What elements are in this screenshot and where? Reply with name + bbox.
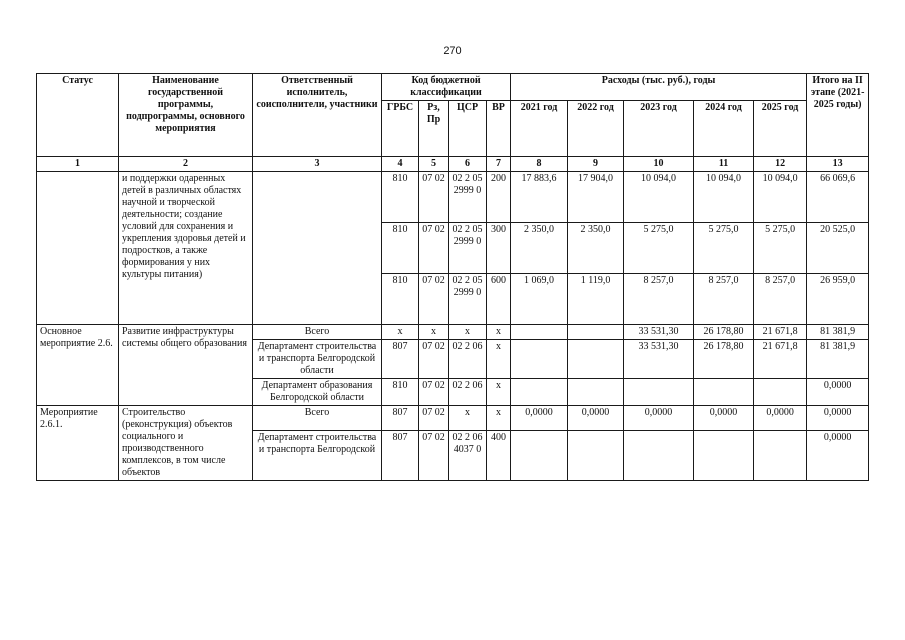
executor-cell: Департамент строительства и транспорта Белгородской bbox=[253, 431, 382, 481]
grbs-cell: x bbox=[382, 325, 419, 340]
year-2023-cell bbox=[624, 379, 694, 406]
year-2021-cell bbox=[511, 379, 568, 406]
year-2025-cell: 10 094,0 bbox=[754, 172, 807, 223]
year-2023-cell: 10 094,0 bbox=[624, 172, 694, 223]
year-2021-cell bbox=[511, 340, 568, 379]
header-row bbox=[37, 74, 869, 101]
year-2021-cell bbox=[511, 431, 568, 481]
grbs-cell: 807 bbox=[382, 431, 419, 481]
year-2022-cell bbox=[568, 340, 624, 379]
rz-pr-cell: 07 02 bbox=[419, 379, 449, 406]
grbs-cell: 810 bbox=[382, 172, 419, 223]
col-number: 8 bbox=[511, 157, 568, 172]
year-2025-cell: 8 257,0 bbox=[754, 274, 807, 325]
budget-table bbox=[36, 73, 869, 481]
year-2021-cell: 2 350,0 bbox=[511, 223, 568, 274]
year-2022-cell bbox=[568, 431, 624, 481]
executor-cell: Департамент строительства и транспорта Белгородской области bbox=[253, 340, 382, 379]
year-2025-cell: 0,0000 bbox=[754, 406, 807, 431]
csr-cell: 02 2 05 2999 0 bbox=[449, 172, 487, 223]
col-number: 2 bbox=[119, 157, 253, 172]
csr-cell: 02 2 05 2999 0 bbox=[449, 223, 487, 274]
executor-cell: Всего bbox=[253, 325, 382, 340]
status-header: Статус bbox=[37, 74, 119, 157]
grbs-cell: 810 bbox=[382, 379, 419, 406]
rz-pr-cell: 07 02 bbox=[419, 172, 449, 223]
program-name-cell: Строительство (реконструкция) объектов социального и производственного комплексов, в том числе объектов bbox=[119, 406, 253, 481]
col-number: 7 bbox=[487, 157, 511, 172]
vr-cell: x bbox=[487, 379, 511, 406]
table-row bbox=[37, 172, 869, 223]
csr-cell: 02 2 06 bbox=[449, 340, 487, 379]
csr-cell: 02 2 06 bbox=[449, 379, 487, 406]
csr-cell: x bbox=[449, 325, 487, 340]
year-2024-cell bbox=[694, 379, 754, 406]
year-2025-cell: 5 275,0 bbox=[754, 223, 807, 274]
col-number: 6 bbox=[449, 157, 487, 172]
year-2022-cell: 17 904,0 bbox=[568, 172, 624, 223]
total-cell: 66 069,6 bbox=[807, 172, 869, 223]
year-2023-cell: 33 531,30 bbox=[624, 325, 694, 340]
budget-code-header: Код бюджетной классификации bbox=[382, 74, 511, 101]
col-number: 11 bbox=[694, 157, 754, 172]
status-cell bbox=[37, 172, 119, 325]
grbs-cell: 807 bbox=[382, 406, 419, 431]
rz-pr-cell: 07 02 bbox=[419, 431, 449, 481]
vr-cell: 200 bbox=[487, 172, 511, 223]
col-number: 9 bbox=[568, 157, 624, 172]
year-2025-cell bbox=[754, 379, 807, 406]
expenses-header: Расходы (тыс. руб.), годы bbox=[511, 74, 807, 101]
col-number: 3 bbox=[253, 157, 382, 172]
year-2021-cell bbox=[511, 325, 568, 340]
grbs-cell: 807 bbox=[382, 340, 419, 379]
year-2024-cell bbox=[694, 431, 754, 481]
year-2022-cell bbox=[568, 325, 624, 340]
year-2022-cell: 0,0000 bbox=[568, 406, 624, 431]
vr-cell: x bbox=[487, 340, 511, 379]
year-2024-cell: 10 094,0 bbox=[694, 172, 754, 223]
total-cell: 0,0000 bbox=[807, 379, 869, 406]
year-2023-cell bbox=[624, 431, 694, 481]
year-2022-header: 2022 год bbox=[568, 101, 624, 157]
csr-header: ЦСР bbox=[449, 101, 487, 157]
rz-pr-cell: 07 02 bbox=[419, 406, 449, 431]
year-2025-cell: 21 671,8 bbox=[754, 340, 807, 379]
total-cell: 81 381,9 bbox=[807, 325, 869, 340]
program-name-header: Наименование государственной программы, подпрограммы, основного мероприятия bbox=[119, 74, 253, 157]
total-cell: 81 381,9 bbox=[807, 340, 869, 379]
col-number: 5 bbox=[419, 157, 449, 172]
total-header: Итого на II этапе (2021-2025 годы) bbox=[807, 74, 869, 157]
rz-pr-cell: 07 02 bbox=[419, 274, 449, 325]
vr-cell: x bbox=[487, 325, 511, 340]
year-2024-cell: 26 178,80 bbox=[694, 340, 754, 379]
vr-cell: 400 bbox=[487, 431, 511, 481]
year-2023-cell: 33 531,30 bbox=[624, 340, 694, 379]
year-2024-cell: 0,0000 bbox=[694, 406, 754, 431]
page-number: 270 bbox=[443, 45, 462, 57]
vr-cell: 600 bbox=[487, 274, 511, 325]
total-cell: 0,0000 bbox=[807, 406, 869, 431]
year-2024-cell: 8 257,0 bbox=[694, 274, 754, 325]
csr-cell: x bbox=[449, 406, 487, 431]
table-row bbox=[37, 325, 869, 340]
table-row bbox=[37, 406, 869, 431]
executor-cell bbox=[253, 172, 382, 325]
year-2024-cell: 5 275,0 bbox=[694, 223, 754, 274]
status-cell: Мероприятие 2.6.1. bbox=[37, 406, 119, 481]
grbs-cell: 810 bbox=[382, 223, 419, 274]
csr-cell: 02 2 06 4037 0 bbox=[449, 431, 487, 481]
year-2023-header: 2023 год bbox=[624, 101, 694, 157]
executor-header: Ответственный исполнитель, соисполнители, участники bbox=[253, 74, 382, 157]
column-number-row bbox=[37, 157, 869, 172]
program-name-cell: и поддержки одаренных детей в различных областях научной и творческой деятельности; создание условий для сохранения и укрепления здоровья детей и подростков, а также формирования у них культуры питания) bbox=[119, 172, 253, 325]
total-cell: 20 525,0 bbox=[807, 223, 869, 274]
col-number: 1 bbox=[37, 157, 119, 172]
grbs-header: ГРБС bbox=[382, 101, 419, 157]
vr-cell: x bbox=[487, 406, 511, 431]
col-number: 13 bbox=[807, 157, 869, 172]
year-2025-cell bbox=[754, 431, 807, 481]
year-2025-cell: 21 671,8 bbox=[754, 325, 807, 340]
vr-header: ВР bbox=[487, 101, 511, 157]
csr-cell: 02 2 05 2999 0 bbox=[449, 274, 487, 325]
year-2021-cell: 0,0000 bbox=[511, 406, 568, 431]
year-2024-cell: 26 178,80 bbox=[694, 325, 754, 340]
total-cell: 0,0000 bbox=[807, 431, 869, 481]
rz-pr-cell: 07 02 bbox=[419, 223, 449, 274]
year-2021-header: 2021 год bbox=[511, 101, 568, 157]
total-cell: 26 959,0 bbox=[807, 274, 869, 325]
program-name-cell: Развитие инфраструктуры системы общего образования bbox=[119, 325, 253, 406]
vr-cell: 300 bbox=[487, 223, 511, 274]
col-number: 4 bbox=[382, 157, 419, 172]
executor-cell: Департамент образования Белгородской области bbox=[253, 379, 382, 406]
rz-pr-cell: x bbox=[419, 325, 449, 340]
year-2023-cell: 0,0000 bbox=[624, 406, 694, 431]
year-2023-cell: 5 275,0 bbox=[624, 223, 694, 274]
year-2022-cell bbox=[568, 379, 624, 406]
year-2022-cell: 1 119,0 bbox=[568, 274, 624, 325]
year-2021-cell: 1 069,0 bbox=[511, 274, 568, 325]
year-2022-cell: 2 350,0 bbox=[568, 223, 624, 274]
year-2021-cell: 17 883,6 bbox=[511, 172, 568, 223]
rz-pr-header: Рз, Пр bbox=[419, 101, 449, 157]
year-2024-header: 2024 год bbox=[694, 101, 754, 157]
executor-cell: Всего bbox=[253, 406, 382, 431]
grbs-cell: 810 bbox=[382, 274, 419, 325]
year-2023-cell: 8 257,0 bbox=[624, 274, 694, 325]
year-2025-header: 2025 год bbox=[754, 101, 807, 157]
rz-pr-cell: 07 02 bbox=[419, 340, 449, 379]
col-number: 10 bbox=[624, 157, 694, 172]
status-cell: Основное мероприятие 2.6. bbox=[37, 325, 119, 406]
col-number: 12 bbox=[754, 157, 807, 172]
